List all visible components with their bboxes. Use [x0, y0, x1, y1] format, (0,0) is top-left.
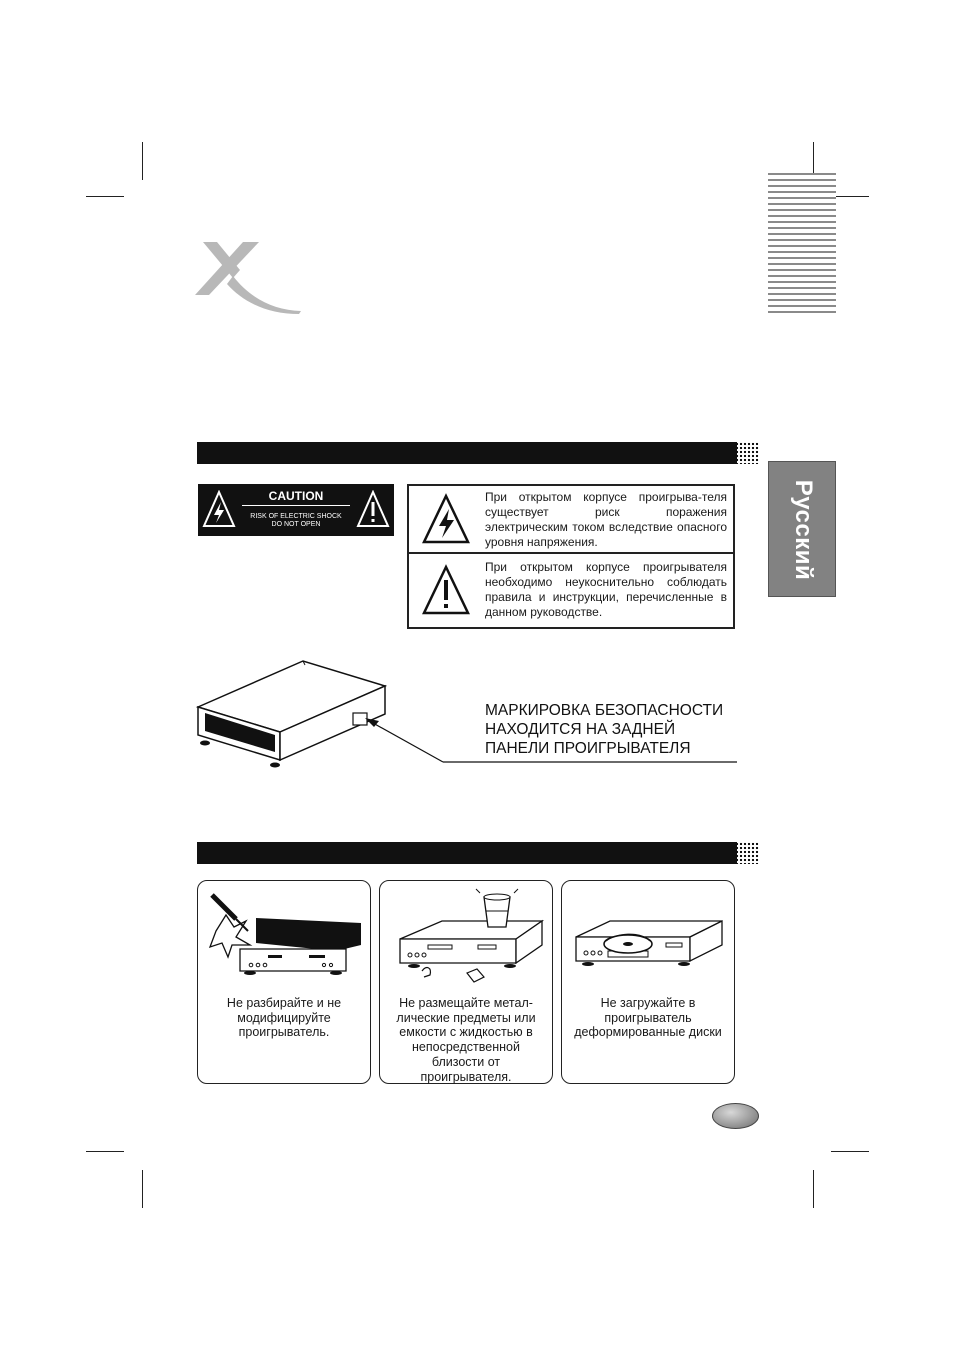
precaution-text-discs: Не загружайте в проигрыватель деформированные диски — [574, 996, 722, 1040]
decorative-stripes — [768, 173, 836, 313]
lightning-bolt-triangle-icon — [421, 493, 471, 545]
caution-divider — [242, 505, 350, 506]
caution-line-2: DO NOT OPEN — [271, 521, 321, 528]
exclamation-triangle-icon — [356, 490, 390, 528]
warped-disc-icon — [570, 911, 730, 976]
liquid-glass-metal-objects-icon — [392, 887, 547, 987]
crop-mark — [86, 196, 124, 197]
safety-marking-line-3: ПАНЕЛИ ПРОИГРЫВАТЕЛЯ — [485, 740, 691, 757]
precaution-text-objects: Не размещайте метал-лические предметы или емкости с жидкостью в непосредственной близости от проигрывателя. — [396, 996, 536, 1084]
safety-marking-note — [485, 701, 755, 758]
exclamation-triangle-icon — [421, 564, 471, 616]
caution-line-1: RISK OF ELECTRIC SHOCK — [250, 513, 342, 520]
precaution-card-disassembly — [197, 880, 371, 1084]
crop-mark — [813, 1170, 814, 1208]
warning-divider — [409, 552, 733, 554]
page-number-badge — [712, 1103, 759, 1129]
safety-marking-line-2: НАХОДИТСЯ НА ЗАДНЕЙ — [485, 721, 676, 738]
brand-x-logo-icon — [195, 240, 305, 315]
precaution-card-objects — [379, 880, 553, 1084]
warning-table — [407, 484, 735, 629]
precaution-text-disassembly: Не разбирайте и не модифицируйте проигрыватель. — [226, 996, 342, 1040]
section-band-bottom — [197, 842, 759, 864]
warning-text-shock: При открытом корпусе проигрыва-теля существует риск поражения электрическим током вследствие опасного уровня напряжения. — [485, 490, 727, 549]
section-band-top — [197, 442, 759, 464]
crop-mark — [831, 196, 869, 197]
safety-marking-line-1: МАРКИРОВКА БЕЗОПАСНОСТИ — [485, 702, 724, 719]
screwdriver-disassembly-icon — [206, 893, 366, 983]
caution-title: CAUTION — [268, 489, 324, 503]
lightning-bolt-triangle-icon — [202, 490, 236, 528]
crop-mark — [142, 1170, 143, 1208]
language-tab-label: Русский — [790, 479, 817, 581]
precaution-card-discs — [561, 880, 735, 1084]
language-tab[interactable] — [768, 461, 836, 597]
crop-mark — [86, 1151, 124, 1152]
warning-text-instructions: При открытом корпусе проигрывателя необходимо неукоснительно соблюдать правила и инструкции, перечисленные в данном руководстве. — [485, 560, 727, 619]
crop-mark — [142, 142, 143, 180]
crop-mark — [831, 1151, 869, 1152]
caution-label — [198, 484, 394, 536]
